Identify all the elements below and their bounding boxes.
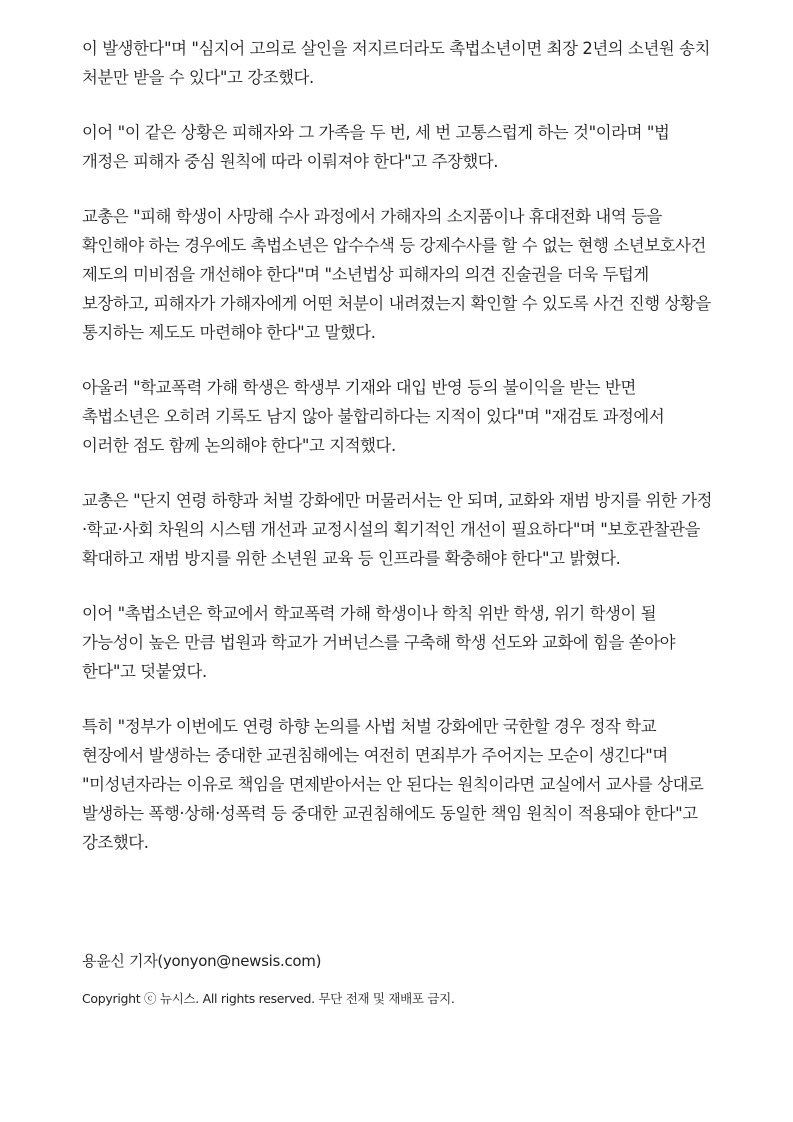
article-paragraph: 교총은 "피해 학생이 사망해 수사 과정에서 가해자의 소지품이나 휴대전화 내역 등을 확인해야 하는 경우에도 촉법소년은 압수수색 등 강제수사를 할 수 없는 현행 소년보호사건 제도의 미비점을 개선해야 한다"며 "소년법상 피해자의 의견 진술권을 더욱 두텁게 보장하고, 피해자가 가해자에게 어떤 처분이 내려졌는지 확인할 수 있도록 사건 진행 상황을 통지하는 제도도 마련해야 한다"고 말했다.: [82, 207, 711, 342]
copyright-notice: Copyright ⓒ 뉴시스. All rights reserved. 무단 전재 및 재배포 금지.: [82, 991, 455, 1006]
article-paragraph: 아울러 "학교폭력 가해 학생은 학생부 기재와 대입 반영 등의 불이익을 받는 반면 촉법소년은 오히려 기록도 남지 않아 불합리하다는 지적이 있다"며 "재검토 과정에서 이러한 점도 함께 논의해야 한다"고 지적했다.: [82, 378, 665, 455]
article-paragraph: 이 발생한다"며 "심지어 고의로 살인을 저지르더라도 촉법소년이면 최장 2년의 소년원 송치 처분만 받을 수 있다"고 강조했다.: [82, 39, 711, 87]
article-paragraph: 이어 "이 같은 상황은 피해자와 그 가족을 두 번, 세 번 고통스럽게 하는 것"이라며 "법 개정은 피해자 중심 원칙에 따라 이뤄져야 한다"고 주장했다.: [82, 123, 670, 171]
article-paragraph: 교총은 "단지 연령 하향과 처벌 강화에만 머물러서는 안 되며, 교화와 재범 방지를 위한 가정·학교·사회 차원의 시스템 개선과 교정시설의 획기적인 개선이 필요하다"며 "보호관찰관을 확대하고 재범 방지를 위한 소년원 교육 등 인프라를 확충해야 한다"고 밝혔다.: [82, 491, 713, 568]
article-paragraph: 특히 "정부가 이번에도 연령 하향 논의를 사법 처벌 강화에만 국한할 경우 정작 학교 현장에서 발생하는 중대한 교권침해에는 여전히 면죄부가 주어지는 모순이 생긴다"며 "미성년자라는 이유로 책임을 면제받아서는 안 된다는 원칙이라면 교실에서 교사를 상대로 발생하는 폭행·상해·성폭력 등 중대한 교권침해에도 동일한 책임 원칙이 적용돼야 한다"고 강조했다.: [82, 717, 704, 852]
article-paragraph: 이어 "촉법소년은 학교에서 학교폭력 가해 학생이나 학칙 위반 학생, 위기 학생이 될 가능성이 높은 만큼 법원과 학교가 거버넌스를 구축해 학생 선도와 교화에 힘을 쏟아야 한다"고 덧붙였다.: [82, 604, 676, 681]
article-body: [82, 34, 714, 883]
reporter-byline: 용윤신 기자(yonyon@newsis.com): [82, 952, 322, 970]
